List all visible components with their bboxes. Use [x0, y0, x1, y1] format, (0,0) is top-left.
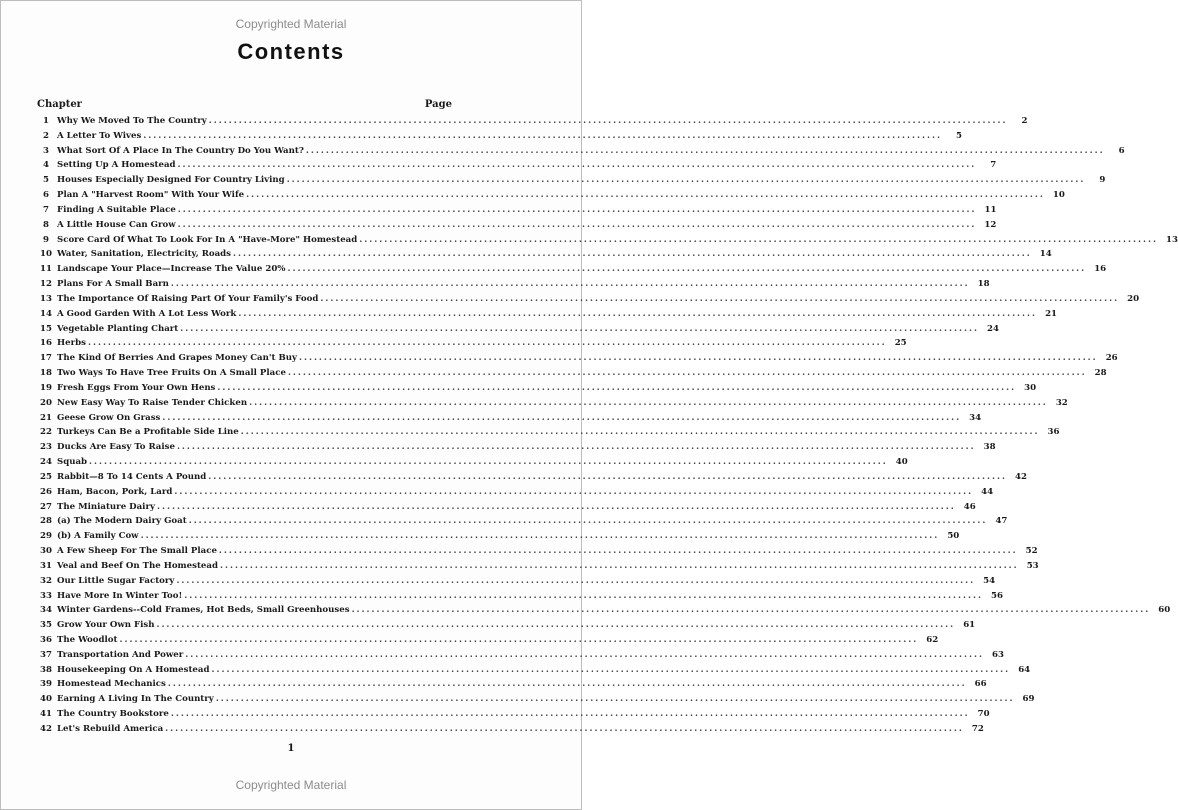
chapter-page-number: 12	[984, 219, 997, 230]
toc-entry	[37, 277, 990, 292]
dot-leader: ................................................................................................................................................................	[287, 368, 1087, 379]
chapter-page-number: 46	[963, 501, 976, 512]
dot-leader: ................................................................................................................................................................	[238, 308, 1038, 319]
toc-entry	[37, 396, 1068, 411]
chapter-page-number: 50	[947, 531, 960, 542]
chapter-number: 7	[43, 204, 49, 215]
chapter-page-number: 70	[977, 709, 990, 720]
chapter-number: 12	[40, 279, 52, 290]
toc-entry	[37, 470, 1027, 485]
dot-leader: ................................................................................................................................................................	[320, 293, 1120, 304]
dot-leader: ................................................................................................................................................................	[305, 145, 1105, 156]
toc-entry	[37, 203, 997, 218]
chapter-title: The Importance Of Raising Part Of Your Family's Food	[57, 293, 319, 304]
chapter-title: Plans For A Small Barn	[57, 279, 169, 290]
chapter-page-number: 62	[926, 634, 939, 645]
chapter-title: Geese Grow On Grass	[57, 412, 161, 423]
toc-entry	[37, 633, 939, 648]
toc-entry	[37, 574, 996, 589]
dot-leader: ................................................................................................................................................................	[167, 679, 967, 690]
chapter-page-number: 11	[984, 204, 997, 215]
chapter-title: Why We Moved To The Country	[57, 116, 207, 126]
toc-entry	[37, 677, 987, 692]
chapter-number: 13	[40, 293, 52, 304]
chapter-number: 34	[40, 605, 52, 616]
toc-entry	[37, 336, 907, 351]
chapter-title: Earning A Living In The Country	[57, 694, 214, 705]
chapter-number: 35	[40, 620, 52, 631]
table-of-contents	[37, 114, 1178, 737]
chapter-title: Ducks Are Easy To Raise	[57, 442, 175, 453]
toc-entry	[37, 307, 1058, 322]
chapter-title: Turkeys Can Be a Profitable Side Line	[57, 427, 239, 438]
dot-leader: ................................................................................................................................................................	[180, 323, 979, 334]
page-title: Contents	[237, 39, 345, 64]
toc-entry	[37, 129, 962, 144]
chapter-number: 33	[40, 590, 52, 601]
chapter-title: The Miniature Dairy	[57, 501, 155, 512]
chapter-page-number: 18	[977, 279, 990, 290]
chapter-title: The Country Bookstore	[57, 709, 169, 720]
toc-entry	[37, 292, 1140, 307]
dot-leader: ................................................................................................................................................................	[233, 249, 1032, 260]
toc-entry	[37, 603, 1171, 618]
chapter-title: Landscape Your Place—Increase The Value 20%	[57, 264, 286, 275]
toc-entry	[37, 351, 1118, 366]
toc-entry	[37, 648, 1004, 663]
chapter-page-number: 60	[1158, 605, 1171, 616]
chapter-title: Rabbit—8 To 14 Cents A Pound	[57, 471, 207, 482]
chapter-number: 27	[40, 501, 52, 512]
dot-leader: ................................................................................................................................................................	[89, 457, 888, 468]
toc-entry	[37, 233, 1178, 248]
dot-leader: ................................................................................................................................................................	[219, 560, 1019, 571]
chapter-title: What Sort Of A Place In The Country Do You Want?	[57, 145, 304, 156]
chapter-title: The Woodlot	[57, 634, 118, 645]
chapter-number: 25	[40, 471, 52, 482]
chapter-number: 31	[40, 560, 52, 571]
chapter-title: The Kind Of Berries And Grapes Money Can't Buy	[57, 353, 297, 364]
chapter-page-number: 44	[981, 486, 994, 497]
chapter-page-number: 28	[1094, 368, 1107, 379]
chapter-number: 17	[40, 353, 52, 364]
dot-leader: ................................................................................................................................................................	[176, 575, 976, 586]
chapter-title: New Easy Way To Raise Tender Chicken	[57, 397, 248, 408]
dot-leader: ................................................................................................................................................................	[177, 219, 977, 230]
toc-entry	[37, 663, 1031, 678]
chapter-page-number: 61	[963, 620, 976, 631]
chapter-title: Houses Especially Designed For Country Living	[57, 175, 285, 186]
chapter-title: Two Ways To Have Tree Fruits On A Small Place	[57, 368, 286, 379]
chapter-number: 28	[40, 516, 52, 527]
chapter-page-number: 64	[1018, 664, 1031, 675]
toc-entry	[37, 158, 997, 173]
chapter-number: 14	[40, 308, 52, 319]
chapter-number: 16	[40, 338, 52, 349]
chapter-page-number: 5	[956, 130, 962, 141]
toc-entry	[37, 514, 1008, 529]
chapter-number: 30	[40, 546, 52, 557]
toc-entry	[37, 411, 982, 426]
dot-leader: ................................................................................................................................................................	[170, 709, 970, 720]
chapter-page-number: 16	[1094, 264, 1107, 275]
toc-entry	[37, 589, 1003, 604]
dot-leader: ................................................................................................................................................................	[170, 279, 970, 290]
dot-leader: ................................................................................................................................................................	[211, 664, 1011, 675]
chapter-title: A Good Garden With A Lot Less Work	[57, 308, 237, 319]
toc-entry	[37, 381, 1037, 396]
chapter-number: 39	[40, 679, 52, 690]
chapter-title: Grow Your Own Fish	[57, 620, 155, 631]
dot-leader: ................................................................................................................................................................	[246, 190, 1045, 201]
toc-entry	[37, 144, 1125, 159]
toc-entry	[37, 114, 1028, 129]
chapter-page-number: 40	[895, 457, 908, 468]
chapter-number: 36	[40, 634, 52, 645]
chapter-number: 15	[40, 323, 52, 334]
chapter-number: 24	[40, 457, 52, 468]
chapter-page-number: 14	[1039, 249, 1052, 260]
chapter-title: Winter Gardens--Cold Frames, Hot Beds, Small Greenhouses	[57, 605, 350, 616]
dot-leader: ................................................................................................................................................................	[359, 234, 1158, 245]
toc-entry	[37, 544, 1038, 559]
chapter-number: 19	[40, 382, 52, 393]
chapter-number: 29	[40, 531, 52, 542]
chapter-page-number: 56	[990, 590, 1003, 601]
chapter-number: 5	[43, 175, 49, 186]
chapter-column-header: Chapter	[37, 99, 82, 110]
chapter-page-number: 6	[1118, 145, 1125, 156]
chapter-page-number: 42	[1015, 471, 1027, 482]
chapter-title: Fresh Eggs From Your Own Hens	[57, 382, 216, 393]
chapter-page-number: 20	[1127, 293, 1140, 304]
chapter-number: 23	[40, 442, 52, 453]
copyright-notice-top: Copyrighted Material	[235, 17, 347, 31]
chapter-page-number: 7	[990, 160, 997, 171]
toc-entry	[37, 707, 990, 722]
chapter-page-number: 9	[1099, 175, 1106, 186]
chapter-title: (b) A Family Cow	[57, 531, 139, 542]
chapter-page-number: 69	[1022, 694, 1035, 705]
chapter-number: 20	[40, 397, 52, 408]
toc-entry	[37, 485, 994, 500]
dot-leader: ................................................................................................................................................................	[87, 338, 887, 349]
toc-entry	[37, 559, 1039, 574]
chapter-title: Finding A Suitable Place	[57, 204, 176, 215]
chapter-number: 10	[40, 249, 52, 260]
chapter-number: 40	[40, 694, 52, 705]
chapter-page-number: 26	[1105, 353, 1118, 364]
dot-leader: ................................................................................................................................................................	[240, 427, 1040, 438]
dot-leader: ................................................................................................................................................................	[249, 397, 1048, 408]
dot-leader: ................................................................................................................................................................	[119, 634, 919, 645]
chapter-page-number: 66	[974, 679, 987, 690]
chapter-title: Score Card Of What To Look For In A "Have-More" Homestead	[57, 234, 358, 245]
dot-leader: ................................................................................................................................................................	[140, 531, 940, 542]
toc-entry	[37, 188, 1065, 203]
chapter-number: 9	[43, 234, 49, 245]
toc-entry	[37, 218, 997, 233]
chapter-number: 26	[40, 486, 52, 497]
chapter-page-number: 34	[969, 412, 982, 423]
chapter-page-number: 2	[1021, 116, 1028, 126]
toc-entry	[37, 173, 1106, 188]
chapter-page-number: 63	[991, 649, 1004, 660]
chapter-title: Housekeeping On A Homestead	[57, 664, 210, 675]
dot-leader: ................................................................................................................................................................	[215, 694, 1015, 705]
toc-entry	[37, 247, 1052, 262]
chapter-page-number: 30	[1024, 382, 1037, 393]
chapter-page-number: 32	[1055, 397, 1068, 408]
chapter-title: A Letter To Wives	[57, 130, 142, 141]
dot-leader: ................................................................................................................................................................	[165, 723, 964, 734]
chapter-page-number: 21	[1045, 308, 1058, 319]
chapter-number: 32	[40, 575, 52, 586]
chapter-title: Herbs	[57, 338, 86, 349]
toc-entry	[37, 455, 908, 470]
toc-entry	[37, 322, 999, 337]
dot-leader: ................................................................................................................................................................	[156, 620, 956, 631]
chapter-page-number: 24	[987, 323, 999, 334]
chapter-page-number: 47	[995, 516, 1008, 527]
chapter-title: (a) The Modern Dairy Goat	[57, 516, 187, 527]
toc-entry	[37, 529, 960, 544]
chapter-title: Our Little Sugar Factory	[57, 575, 175, 586]
chapter-title: Let's Rebuild America	[57, 723, 164, 734]
chapter-number: 1	[43, 116, 49, 126]
dot-leader: ................................................................................................................................................................	[208, 471, 1007, 482]
chapter-number: 4	[43, 160, 49, 171]
dot-leader: ................................................................................................................................................................	[185, 649, 984, 660]
copyright-notice-bottom: Copyrighted Material	[235, 778, 347, 792]
dot-leader: ................................................................................................................................................................	[287, 264, 1087, 275]
chapter-number: 6	[43, 190, 49, 201]
toc-entry	[37, 618, 976, 633]
chapter-number: 2	[43, 130, 49, 141]
chapter-page-number: 13	[1166, 234, 1178, 245]
chapter-title: A Few Sheep For The Small Place	[57, 546, 217, 557]
chapter-number: 41	[40, 709, 52, 720]
chapter-page-number: 38	[983, 442, 996, 453]
toc-entry	[37, 500, 976, 515]
chapter-title: Water, Sanitation, Electricity, Roads	[57, 249, 232, 260]
toc-entry	[37, 692, 1035, 707]
dot-leader: ................................................................................................................................................................	[143, 130, 942, 141]
chapter-number: 21	[40, 412, 52, 423]
dot-leader: ................................................................................................................................................................	[351, 605, 1151, 616]
chapter-page-number: 52	[1025, 546, 1038, 557]
chapter-title: Setting Up A Homestead	[57, 160, 176, 171]
page-column-header: Page	[424, 99, 452, 110]
chapter-title: Veal and Beef On The Homestead	[57, 560, 218, 571]
toc-entry	[37, 722, 984, 737]
chapter-title: Ham, Bacon, Pork, Lard	[57, 486, 173, 497]
toc-entry	[37, 262, 1107, 277]
dot-leader: ................................................................................................................................................................	[286, 175, 1086, 186]
toc-entry	[37, 425, 1060, 440]
chapter-number: 3	[43, 145, 49, 156]
toc-entry	[37, 440, 996, 455]
chapter-number: 42	[40, 723, 52, 734]
chapter-title: Have More In Winter Too!	[57, 590, 183, 601]
dot-leader: ................................................................................................................................................................	[176, 442, 976, 453]
chapter-number: 38	[40, 664, 52, 675]
chapter-title: Homestead Mechanics	[57, 679, 166, 690]
dot-leader: ................................................................................................................................................................	[162, 412, 962, 423]
dot-leader: ................................................................................................................................................................	[177, 160, 977, 171]
toc-entry	[37, 366, 1107, 381]
dot-leader: ................................................................................................................................................................	[177, 204, 977, 215]
dot-leader: ................................................................................................................................................................	[298, 353, 1098, 364]
page-number: 1	[287, 743, 295, 754]
dot-leader: ................................................................................................................................................................	[184, 590, 983, 601]
chapter-title: Plan A "Harvest Room" With Your Wife	[57, 190, 245, 201]
chapter-title: Transportation And Power	[57, 649, 184, 660]
dot-leader: ................................................................................................................................................................	[218, 546, 1018, 557]
chapter-page-number: 36	[1047, 427, 1060, 438]
chapter-number: 18	[40, 368, 52, 379]
chapter-page-number: 10	[1052, 190, 1065, 201]
dot-leader: ................................................................................................................................................................	[208, 116, 1008, 126]
chapter-number: 8	[43, 219, 49, 230]
chapter-title: Squab	[57, 457, 88, 468]
chapter-number: 11	[40, 264, 52, 275]
dot-leader: ................................................................................................................................................................	[156, 501, 956, 512]
chapter-page-number: 72	[971, 723, 984, 734]
chapter-page-number: 25	[894, 338, 907, 349]
chapter-number: 37	[40, 649, 52, 660]
chapter-number: 22	[40, 427, 52, 438]
dot-leader: ................................................................................................................................................................	[188, 516, 988, 527]
dot-leader: ................................................................................................................................................................	[174, 486, 974, 497]
dot-leader: ................................................................................................................................................................	[217, 382, 1017, 393]
chapter-title: A Little House Can Grow	[57, 219, 176, 230]
chapter-page-number: 53	[1026, 560, 1039, 571]
chapter-title: Vegetable Planting Chart	[57, 323, 179, 334]
chapter-page-number: 54	[983, 575, 996, 586]
